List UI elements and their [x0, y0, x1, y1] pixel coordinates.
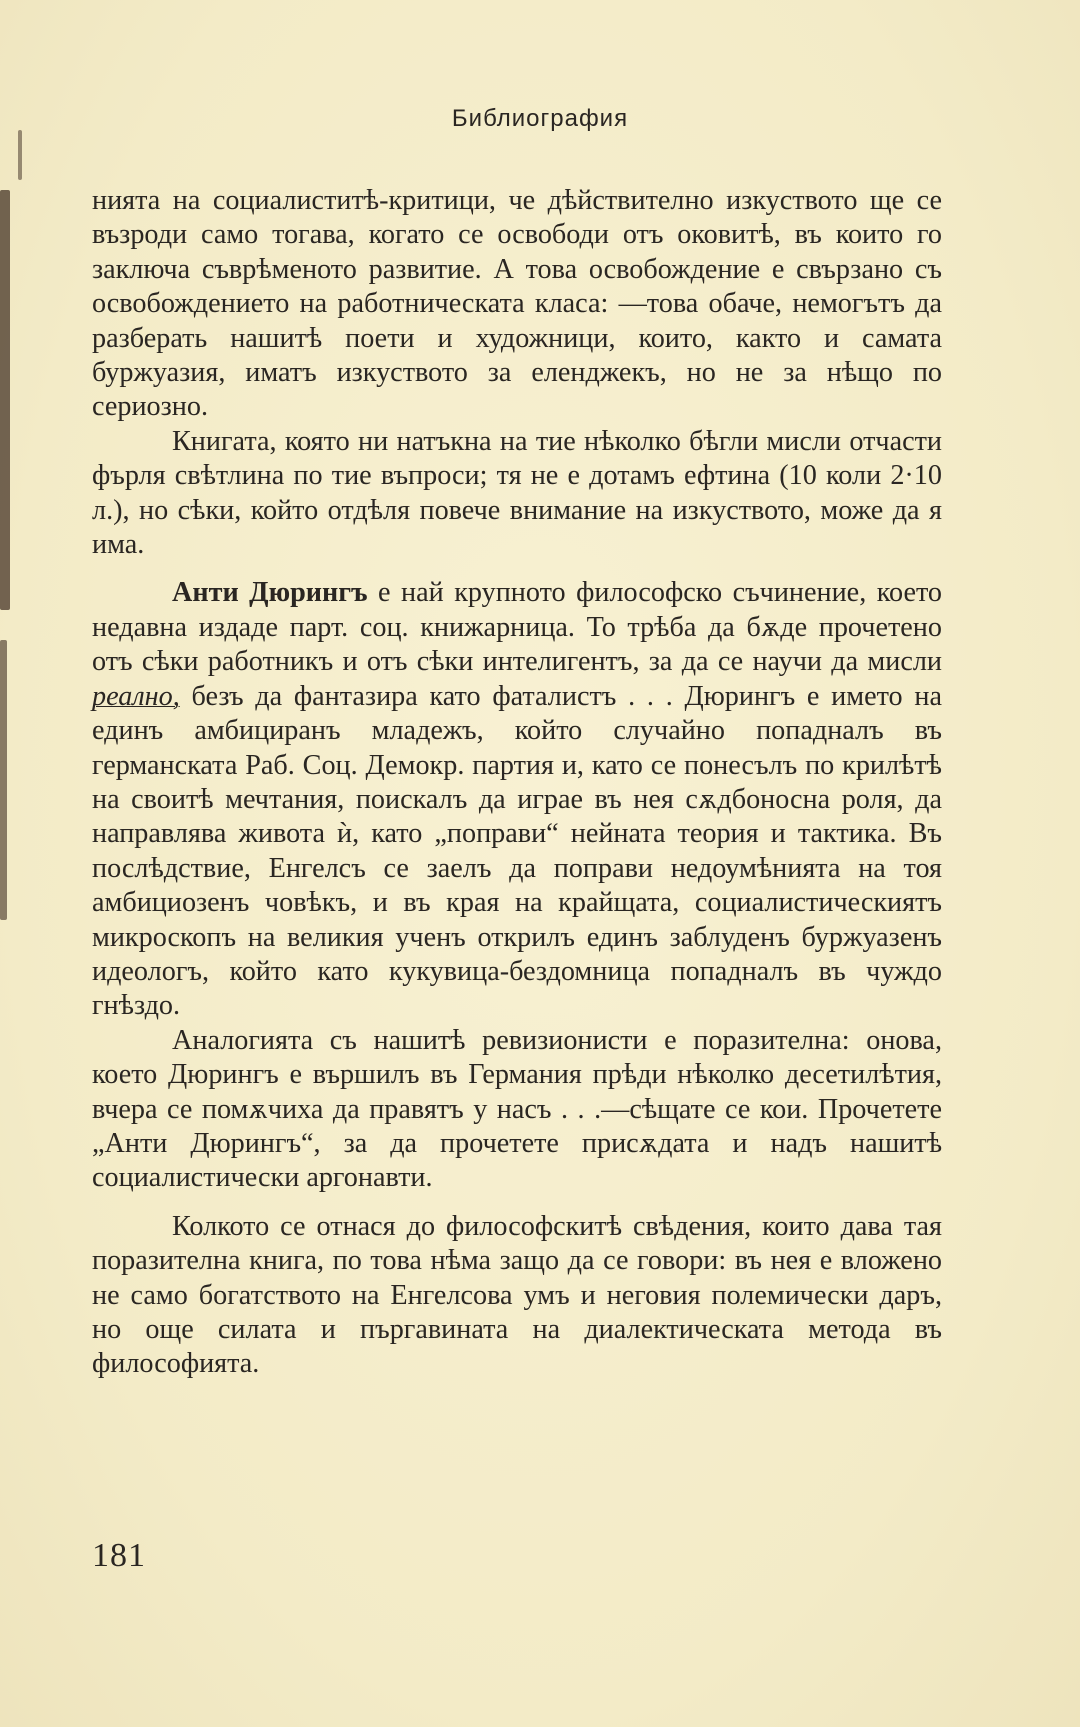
paragraph-3-part-a: е най крупното философско съчинение, което недавна издаде парт. соц. книжарница. То трѣба да бѫде прочетено отъ сѣки работникъ и отъ сѣки интелигентъ, за да се научи да мисли — [92, 577, 942, 678]
binding-shadow — [0, 190, 10, 610]
paragraph-1: нията на социалиститѣ-критици, че дѣйствително изкуството ще се възроди само тогава, когато се освободи отъ оковитѣ, въ които го заключа съврѣменото развитие. А това освобождение е свързано съ освобождението на работническата класа: —това обаче, немогътъ да разберать нашитѣ поети и художници, които, както и самата буржуазия, иматъ изкуството за еленджекъ, но не за нѣщо по сериозно. — [92, 185, 942, 423]
paragraph-3 — [92, 576, 942, 1023]
paragraph-4: Аналогията съ нашитѣ ревизионисти е поразителна: онова, което Дюрингъ е вършилъ въ Германия прѣди нѣколко десетилѣтия, вчера се помѫчиха да правятъ у насъ . . .—сѣщате се кои. Прочетете „Анти Дюрингъ“, за да прочетете присѫдата и надъ нашитѣ социалистически аргонавти. — [92, 1024, 942, 1194]
page-number: 181 — [92, 1537, 146, 1574]
binding-shadow-lower — [0, 640, 7, 920]
paragraph-3-part-b: безъ да фантазира като фаталистъ . . . Дюрингъ е името на единъ амбициранъ младежъ, който случайно попадналъ въ германската Раб. Соц. Демокр. партия и, като се понесълъ по крилѣтѣ на своитѣ мечтания, поискалъ да играе въ нея сѫдбоносна роля, да направлява живота ѝ, като „поправи“ нейната теория и тактика. Въ послѣдствие, Енгелсъ се заелъ да поправи недоумѣнията на тоя амбициозенъ човѣкъ, и въ края на крайщата, социалистическиятъ микроскопъ на великия ученъ открилъ единъ заблуденъ буржуазенъ идеологъ, който като кукувица-бездомница попадналъ въ чуждо гнѣздо. — [92, 680, 942, 1022]
paragraph-2: Книгата, която ни натъкна на тие нѣколко бѣгли мисли отчасти фърля свѣтлина по тие въпроси; тя не е дотамъ ефтина (10 коли 2·10 л.), но сѣки, който отдѣля повече внимание на изкуството, може да я има. — [92, 425, 942, 561]
binding-mark-top — [18, 130, 22, 180]
body-text — [92, 184, 942, 1382]
emphasis-realno: реално, — [92, 680, 180, 712]
paragraph-5: Колкото се отнася до философскитѣ свѣдения, които дава тая поразителна книга, по това нѣма защо да се говори: въ нея е вложено не само богатството на Енгелсова умъ и неговия полемически даръ, но още силата и пъргавината на диалектическата метода въ философията. — [92, 1210, 942, 1380]
book-title-anti-duhring: Анти Дюрингъ — [172, 577, 368, 609]
running-header: Библиография — [451, 105, 629, 132]
